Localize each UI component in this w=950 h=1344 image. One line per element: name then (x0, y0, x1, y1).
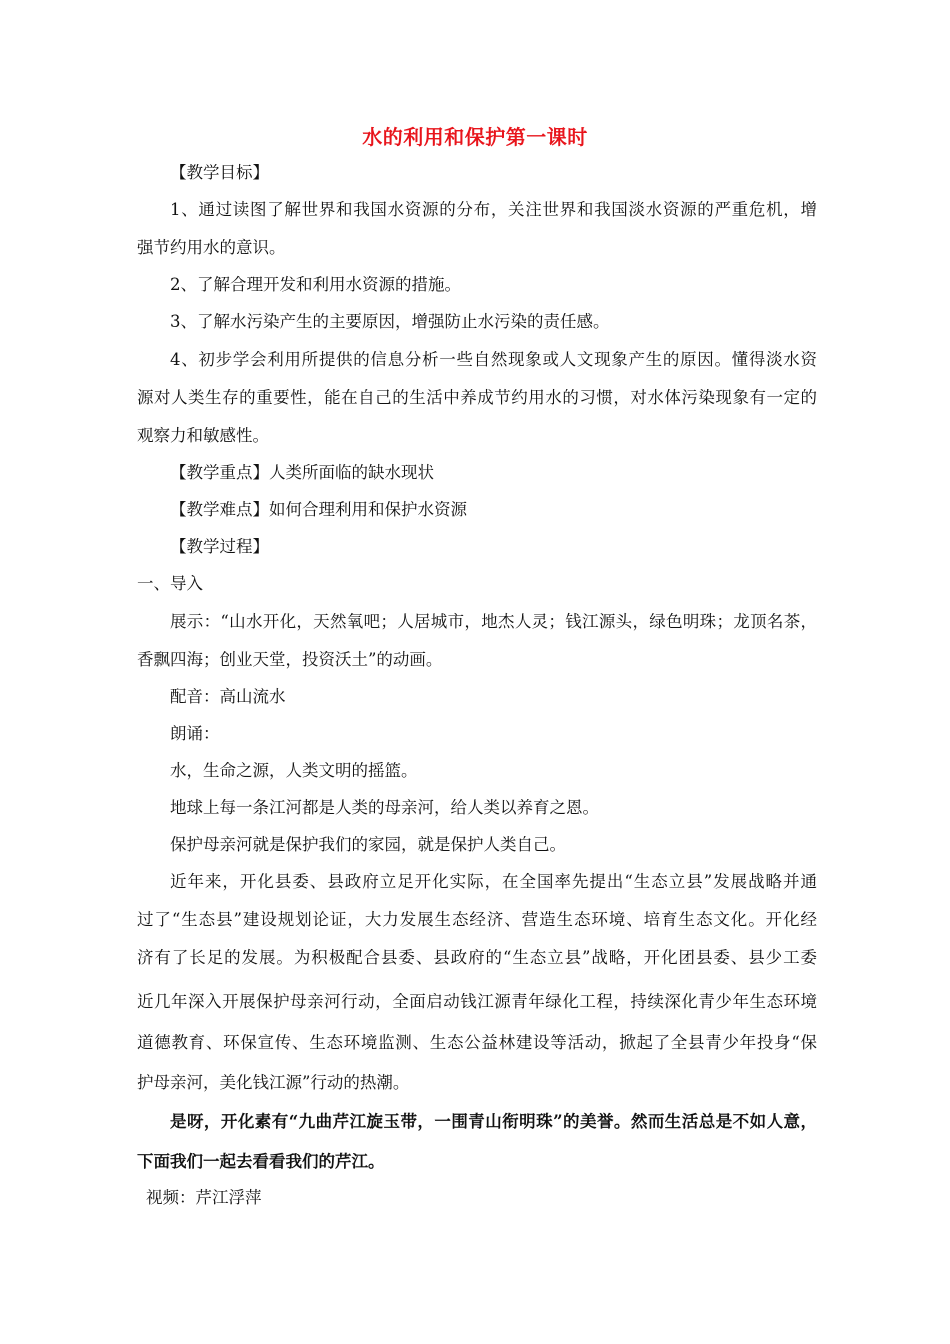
recitation-line-3: 保护母亲河就是保护我们的家园，就是保护人类自己。 (170, 835, 566, 854)
objective-4-line-1: 4、初步学会利用所提供的信息分析一些自然现象或人文现象产生的原因。懂得淡水资 (170, 350, 817, 369)
paragraph-line-4: 近几年深入开展保护母亲河行动，全面启动钱江源青年绿化工程，持续深化青少年生态环境 (137, 992, 817, 1011)
objective-4-line-2: 源对人类生存的重要性，能在自己的生活中养成节约用水的习惯，对水体污染现象有一定的 (137, 388, 817, 407)
paragraph-line-6: 护母亲河，美化钱江源”行动的热潮。 (137, 1073, 410, 1092)
recitation-label: 朗诵： (170, 724, 220, 743)
dubbing-line: 配音：高山流水 (170, 687, 286, 706)
objective-3: 3、了解水污染产生的主要原因，增强防止水污染的责任感。 (170, 312, 610, 331)
bold-line-1: 是呀，开化素有“九曲芹江旋玉带，一围青山衔明珠”的美誉。然而生活总是不如人意， (170, 1112, 817, 1131)
paragraph-line-3: 济有了长足的发展。为积极配合县委、县政府的“生态立县”战略，开化团县委、县少工委 (137, 948, 817, 967)
section-heading-process: 【教学过程】 (170, 537, 269, 556)
recitation-line-2: 地球上每一条江河都是人类的母亲河，给人类以养育之恩。 (170, 798, 599, 817)
difficult-point: 【教学难点】如何合理利用和保护水资源 (170, 500, 467, 519)
paragraph-line-5: 道德教育、环保宣传、生态环境监测、生态公益林建设等活动，掀起了全县青少年投身“保 (137, 1033, 817, 1052)
objective-1-line-2: 强节约用水的意识。 (137, 238, 286, 257)
section-heading-objectives: 【教学目标】 (170, 163, 269, 182)
video-line: 视频：芹江浮萍 (146, 1188, 262, 1207)
paragraph-line-1: 近年来，开化县委、县政府立足开化实际，在全国率先提出“生态立县”发展战略并通 (170, 872, 817, 891)
document-title: 水的利用和保护第一课时 (362, 125, 588, 149)
part-1-heading: 一、导入 (137, 574, 203, 593)
paragraph-line-2: 过了“生态县”建设规划论证，大力发展生态经济、营造生态环境、培育生态文化。开化经 (137, 910, 817, 929)
bold-line-2: 下面我们一起去看看我们的芹江。 (137, 1152, 385, 1171)
display-line-1: 展示：“山水开化，天然氧吧；人居城市，地杰人灵；钱江源头，绿色明珠；龙顶名茶， (170, 612, 817, 631)
objective-4-line-3: 观察力和敏感性。 (137, 426, 269, 445)
key-point: 【教学重点】人类所面临的缺水现状 (170, 463, 434, 482)
display-line-2: 香飘四海；创业天堂，投资沃土”的动画。 (137, 650, 443, 669)
recitation-line-1: 水，生命之源，人类文明的摇篮。 (170, 761, 418, 780)
objective-1-line-1: 1、通过读图了解世界和我国水资源的分布，关注世界和我国淡水资源的严重危机，增 (170, 200, 817, 219)
objective-2: 2、了解合理开发和利用水资源的措施。 (170, 275, 461, 294)
